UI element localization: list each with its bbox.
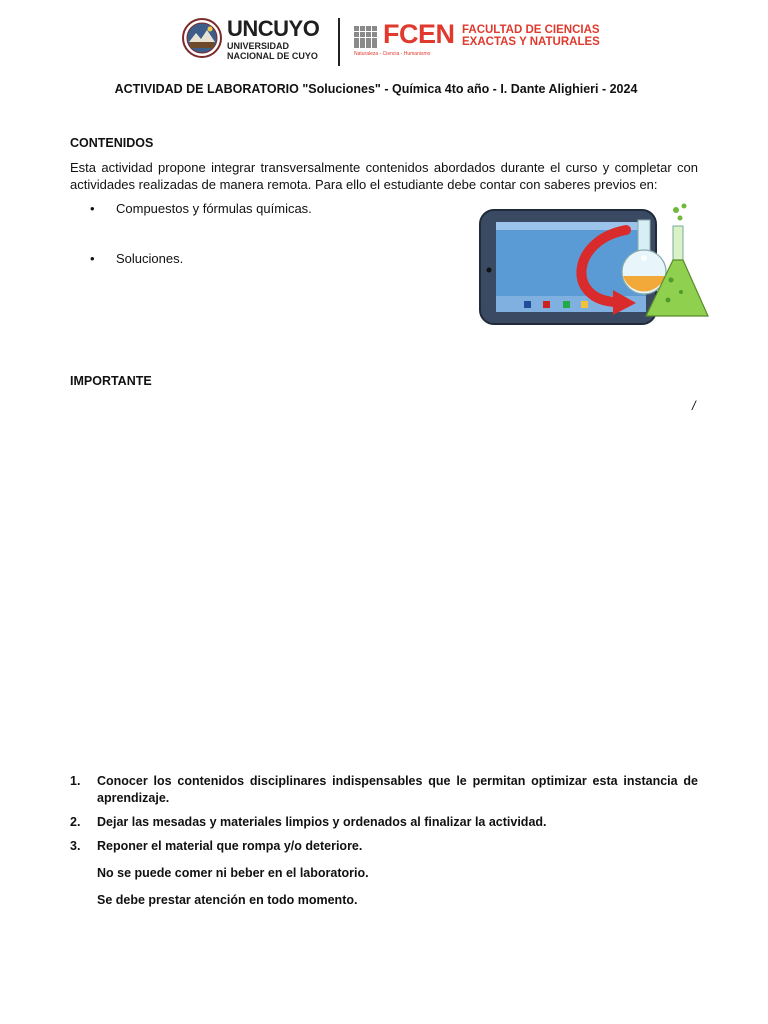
header-logos xyxy=(182,14,602,70)
fcen-name: FCEN xyxy=(383,19,455,49)
rule-number: 2. xyxy=(70,815,81,829)
list-item-text: Soluciones. xyxy=(116,251,184,266)
list-item-text: Compuestos y fórmulas químicas. xyxy=(116,201,312,216)
bullet-glyph: • xyxy=(90,201,95,216)
fcen-faculty-line2: EXACTAS Y NATURALES xyxy=(462,36,600,48)
note-no-food: No se puede comer ni beber en el laboratorio. xyxy=(97,866,369,880)
fcen-faculty-line1: FACULTAD DE CIENCIAS xyxy=(462,24,600,36)
uncuyo-name: UNCUYO xyxy=(227,16,320,41)
list-item xyxy=(90,200,312,217)
uncuyo-seal-icon xyxy=(182,18,222,58)
rule-item xyxy=(70,773,698,807)
rule-item xyxy=(70,838,698,855)
rule-item xyxy=(70,814,698,831)
rule-number: 1. xyxy=(70,774,81,788)
intro-paragraph: Esta actividad propone integrar transversalmente contenidos abordados durante el curso y completar con actividades realizadas de manera remota. Para ello el estudiante debe contar con saberes previos en: xyxy=(70,160,698,192)
logo-divider xyxy=(338,18,340,66)
bullet-glyph: • xyxy=(90,251,95,266)
list-item xyxy=(90,250,183,267)
note-attention: Se debe prestar atención en todo momento. xyxy=(97,893,358,907)
document-title: ACTIVIDAD DE LABORATORIO "Soluciones" - Química 4to año - I. Dante Alighieri - 2024 xyxy=(114,82,638,96)
rules-list xyxy=(70,773,698,919)
rule-text: Reponer el material que rompa y/o deteriore. xyxy=(97,839,363,853)
fcen-grid-icon xyxy=(354,26,378,48)
fcen-tagline: Naturaleza - Ciencia - Humanismo xyxy=(354,51,431,57)
rule-text: Conocer los contenidos disciplinares indispensables que le permitan optimizar esta instancia de aprendizaje. xyxy=(97,774,698,805)
stray-mark: / xyxy=(692,398,696,413)
uncuyo-subtitle-line1: UNIVERSIDAD xyxy=(227,41,290,51)
rule-text: Dejar las mesadas y materiales limpios y ordenados al finalizar la actividad. xyxy=(97,815,547,829)
contenidos-heading: CONTENIDOS xyxy=(70,136,154,150)
importante-heading: IMPORTANTE xyxy=(70,374,152,388)
rule-number: 3. xyxy=(70,839,81,853)
uncuyo-subtitle-line2: NACIONAL DE CUYO xyxy=(227,51,318,61)
tablet-with-chemistry-flasks-icon xyxy=(476,200,712,330)
